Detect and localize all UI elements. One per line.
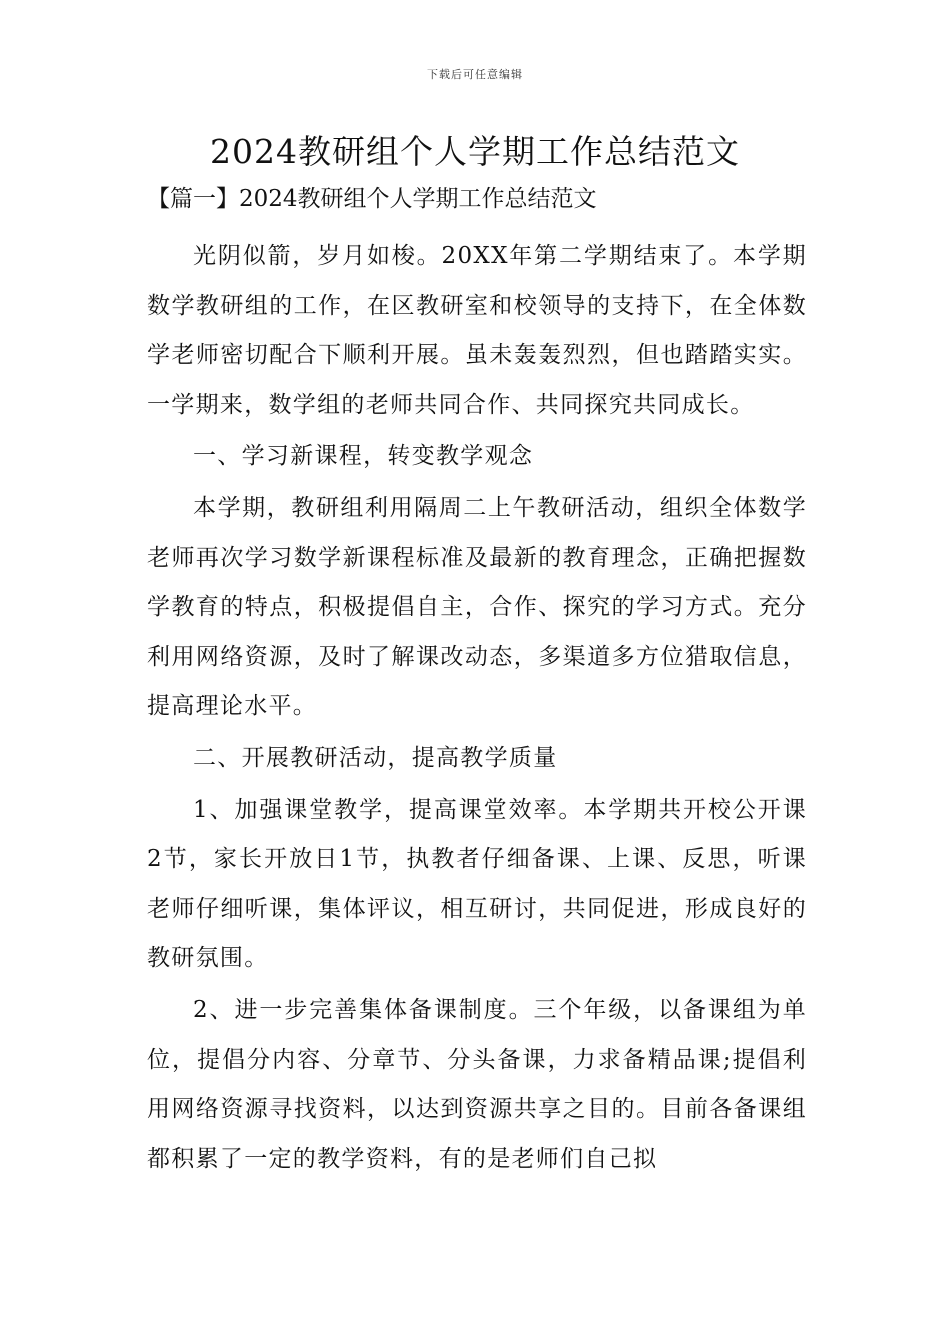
paragraph-item-2: 2、进一步完善集体备课制度。三个年级，以备课组为单位，提倡分内容、分章节、分头备课，力求备精品课;提倡利用网络资源寻找资料，以达到资源共享之目的。目前各备课组都积累了一定的教学资料，有的是老师们自己拟 [147, 996, 807, 1172]
paragraph-intro: 光阴似箭，岁月如梭。20XX年第二学期结束了。本学期数学教研组的工作，在区教研室和校领导的支持下，在全体数学老师密切配合下顺利开展。虽未轰轰烈烈，但也踏踏实实。一学期来，数学组的老师共同合作、共同探究共同成长。 [147, 243, 807, 418]
paragraph-section-1: 本学期，教研组利用隔周二上午教研活动，组织全体数学老师再次学习数学新课程标准及最新的教育理念，正确把握数学教育的特点，积极提倡自主，合作、探究的学习方式。充分利用网络资源，及时了解课改动态，多渠道多方位猎取信息，提高理论水平。 [147, 494, 807, 720]
heading-section-1: 一、学习新课程，转变教学观念 [193, 443, 534, 470]
document-title: 2024教研组个人学期工作总结范文 [210, 132, 740, 171]
heading-section-2: 二、开展教研活动，提高教学质量 [193, 744, 558, 771]
document-body [147, 232, 807, 1184]
header-note: 下载后可任意编辑 [427, 68, 523, 81]
paragraph-item-1: 1、加强课堂教学，提高课堂效率。本学期共开校公开课2节，家长开放日1节，执教者仔细备课、上课、反思，听课老师仔细听课，集体评议，相互研讨，共同促进，形成良好的教研氛围。 [147, 796, 807, 972]
section-subtitle: 【篇一】2024教研组个人学期工作总结范文 [147, 186, 597, 212]
